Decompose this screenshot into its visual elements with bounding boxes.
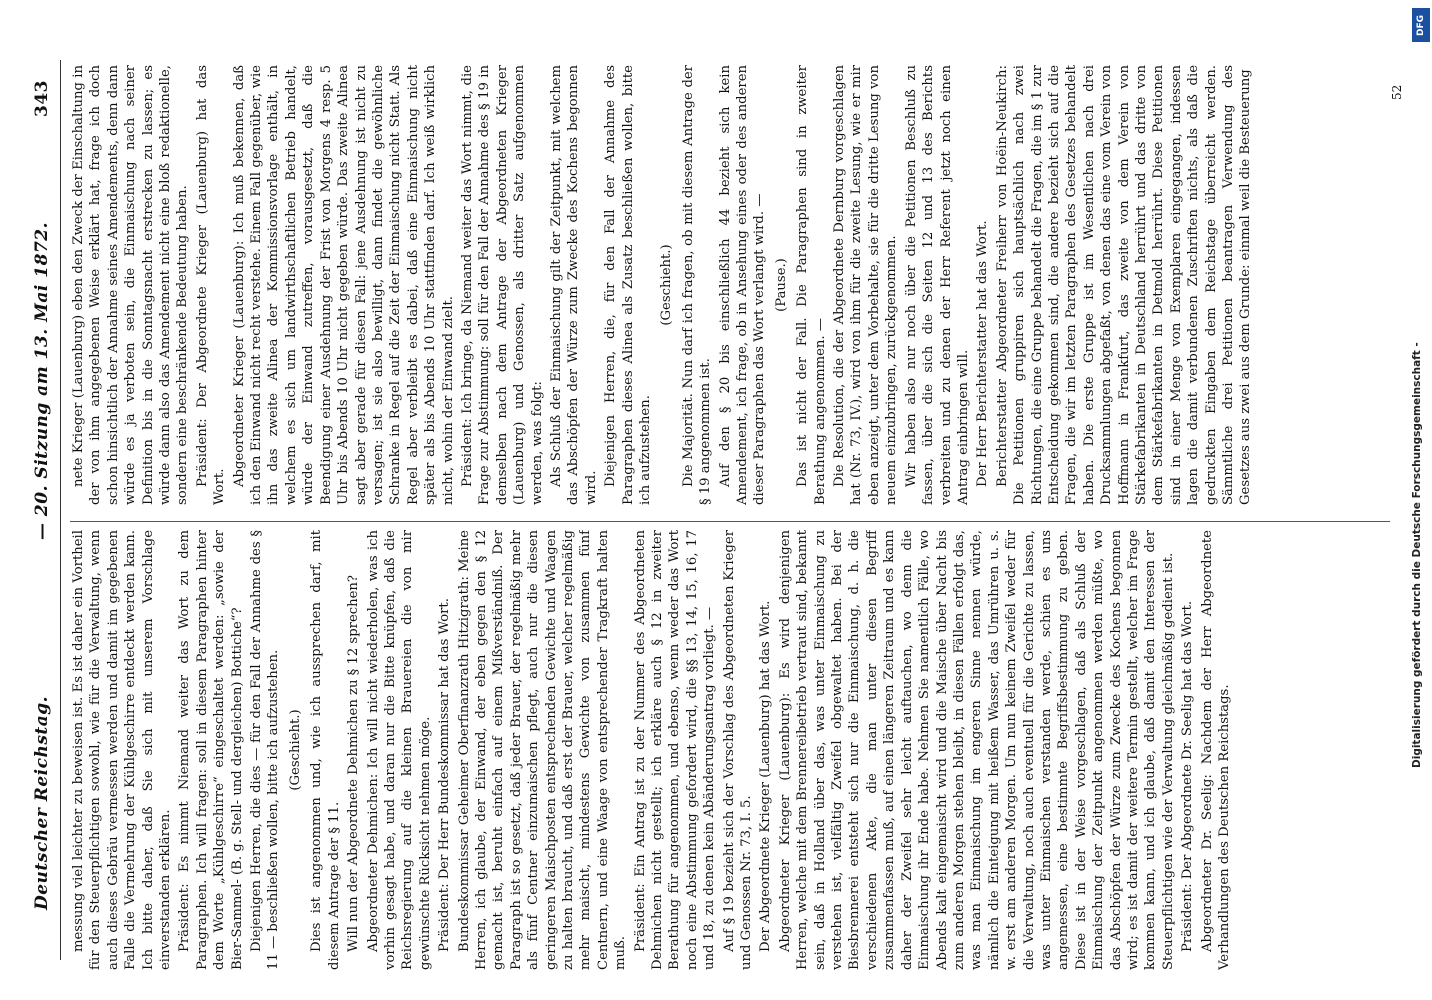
text-column-left [70, 530, 1390, 970]
paragraph: Bundeskommissar Geheimer Oberfinanzrath Hitzigrath: Meine Herren, ich glaube, der Einwand, der eben gegen den § 12 gemacht ist, beruht einfach auf einem Mißverständniß. Der Paragraph ist so gesetzt, daß jeder Brauer, der regelmäßig mehr als fünf Centner einzumaischen pflegt, auch nur die diesen geringeren Maischposten entsprechenden Gewichte und Waagen zu halten braucht, und daß erst der Brauer, welcher regelmäßig mehr maischt, mindestens Gewichte von zusammen fünf Centnern, und eine Waage von entsprechender Tragkraft halten muß. [456, 530, 629, 970]
paragraph: Abgeordneter Dehmichen: Ich will nicht wiederholen, was ich vorhin gesagt habe, und daran nur die Bitte knüpfen, daß die Reichsregierung auf die kleinen Brauereien die von mir gewünschte Rücksicht nehmen möge. [365, 530, 433, 970]
paragraph: Der Herr Berichterstatter hat das Wort. [975, 220, 991, 487]
text-column-right [70, 65, 1390, 505]
digitization-note: Digitalisierung gefördert durch die Deutsche Forschungsgemeinschaft - [1411, 342, 1423, 768]
paragraph: Auf § 19 bezieht sich der Vorschlag des Abgeordneten Krieger und Genossen Nr. 73, I. 5. [721, 530, 755, 970]
header-page-number: 343 [32, 80, 52, 117]
paragraph: Präsident: Der Herr Bundeskommissar hat das Wort. [437, 598, 453, 952]
paragraph: Wir haben also nur noch über die Petitionen Beschluß zu fassen, über die sich die Seiten 12 und 13 des Berichts verbreiten und zu denen der Herr Referent jetzt noch einen Antrag einbringen will. [903, 65, 971, 505]
paragraph: Präsident: Ich bringe, da Niemand weiter das Wort nimmt, die Frage zur Abstimmung: soll für den Fall der Annahme des § 19 in demselben nach dem Antrage der Abgeordneten Krieger (Lauenburg) und Genossen, als dritter Satz aufgenommen werden, was folgt: [459, 65, 545, 505]
paragraph: Dies ist angenommen und, wie ich aussprechen darf, mit diesem Antrage der § 11. [309, 530, 342, 970]
paragraph: nete Krieger (Lauenburg) eben den Zweck der Einschaltung in der von ihm angegebenen Weise erklärt hat, frage ich doch schon hinsichtlich der Annahme seines Amendements, denn dann würde es ja verboten sein, die Einmaischung nach seiner Definition bis in die Sonntagsnacht erstrecken zu lassen; es würde dann also das Amendement nicht eine bloß redaktionelle, sondern eine beschränkende Bedeutung haben. [71, 65, 191, 505]
header-publication: Deutscher Reichstag. [32, 695, 52, 910]
paragraph: Will nun der Abgeordnete Dehmichen zu § 12 sprechen? [346, 575, 362, 952]
paragraph: Präsident: Der Abgeordnete Krieger (Lauenburg) hat das Wort. [194, 65, 228, 505]
paragraph: messung viel leichter zu beweisen ist. Es ist daher ein Vortheil für den Steuerpflichtigen sowohl, wie für die Verwaltung, wenn auch dieses Gebräu vermessen werden und damit im gegebenen Falle die Vermehrung der Kühlgeschirre entdeckt werden kann. Ich bitte daher, daß Sie sich mit unserem Vorschlage einverstanden erklären. [71, 530, 174, 970]
paragraph: Abgeordneter Krieger (Lauenburg): Es wird denjenigen Herren, welche mit dem Brennereibetrieb vertraut sind, bekannt sein, daß in Holland über das, was unter Einmaischung zu verstehen ist, vielfältig Zweifel obgewaltet haben. Bei der Biesbrennerei entsteht sich nur die Einmaischung, d. h. die verschiedenen Akte, die man unter diesen Begriff zusammenfassen muß, auf einen längeren Zeitraum und es kann daher der Zweifel sehr leicht auftauchen, wo denn die Einmaischung ihr Ende habe. Nehmen Sie namentlich Fälle, wo Abends kalt eingemaischt wird und die Maische über Nacht bis zum anderen Morgen stehen bleibt, in diesen Fällen erfolgt das, was man Einmaischung im engeren Sinne nennen würde, nämlich die Einteigung mit heißem Wasser, das Umrühren u. s. w. erst am anderen Morgen. Um nun keinem Zweifel weder für die Verwaltung, noch auch eventuell für die Gerichte zu lassen, was unter Einmaischen verstanden werde, schien es uns angemessen, eine bestimmte Begriffsbestimmung zu geben. Diese ist in der Weise vorgeschlagen, daß als Schluß der Einmaischung der Zeitpunkt angenommen werden müßte, wo das Abschöpfen der Würze zum Zwecke des Kochens begonnen wird; es ist damit der weitere Termin gestellt, welcher im Frage kommen kann, und ich glaube, daß damit den Interessen der Steuerpflichtigen wie der Verwaltung gleichmäßig gedient ist. [777, 530, 1176, 970]
paragraph: Diejenigen Herren, die, für den Fall der Annahme des Paragraphen dieses Alinea als Zusatz beschließen wollen, bitte ich aufzustehen. [603, 65, 653, 505]
paragraph: Die Majorität. Nun darf ich fragen, ob mit diesem Antrage der § 19 angenommen ist. [680, 65, 714, 505]
paragraph: Diejenigen Herren, die dies — für den Fall der Annahme des § 11 — beschließen wollen, bitte ich aufzustehen. [249, 530, 282, 970]
paragraph: Berichterstatter Abgeordneter Freiherr von Hoëin-Neukirch: Die Petitionen gruppiren sich hauptsächlich nach zwei Richtungen, die eine Gruppe behandelt die Fragen, die im § 1 zur Entscheidung gekommen sind, die andere bezieht sich auf die Fragen, die wir im letzten Paragraphen des Gesetzes behandelt haben. Die erste Gruppe ist im Wesentlichen nach drei Drucksammlungen abgefaßt, von denen das eine vom Verein von Hoffmann in Frankfurt, das zweite von dem Verein von Stärkefabrikanten in Deutschland herrührt und das dritte von dem Stärkefabrikanten in Detmold herrührt. Diese Petitionen sind in einer Menge von Exemplaren eingegangen, indessen lagen die damit verbundenen Zuschriften nichts, als daß die gedruckten Eingaben dem Reichstage überreicht werden. Sämmtliche drei Petitionen beantragen Verwendung des Gesetzes aus zwei aus dem Grunde: einmal weil die Besteuerung [994, 65, 1254, 505]
paragraph: Präsident: Es nimmt Niemand weiter das Wort zu dem Paragraphen. Ich will fragen: soll in diesem Paragraphen hinter dem Worte „Kühlgeschirre“ eingeschaltet werden: „sowie der Bier-Sammel- (B. g. Stell- und dergleichen) Bottiche“? [177, 530, 245, 970]
paragraph: Als Schluß der Einmaischung gilt der Zeitpunkt, mit welchem das Abschöpfen der Würze zum Zwecke des Kochens begonnen wird. [548, 65, 599, 505]
column-divider [70, 521, 1390, 522]
paragraph: (Pause.) [773, 258, 789, 312]
paragraph: Die Resolution, die der Abgeordnete Dernburg vorgeschlagen hat (Nr. 73, IV.), wird von ihm für die zweite Lesung, wie er mir eben anzeigt, unter dem Vorbehalte, sie für die dritte Lesung von neuem einzubringen, zurückgenommen. [832, 65, 900, 505]
paragraph: (Geschieht.) [287, 709, 303, 791]
paragraph: Abgeordneter Dr. Seelig: Nachdem der Herr Abgeordnete Verhandlungen des Deutschen Reichstags. [1199, 530, 1232, 970]
paragraph: (Geschieht.) [659, 244, 675, 326]
dfg-logo: DFG [1412, 8, 1430, 42]
paragraph: Das ist nicht der Fall. Die Paragraphen sind in zweiter Berathung angenommen. — [795, 65, 828, 505]
paragraph: Der Abgeordnete Krieger (Lauenburg) hat das Wort. [758, 600, 774, 952]
signature-mark: 52 [1390, 84, 1404, 100]
paragraph: Präsident: Der Abgeordnete Dr. Seelig hat das Wort. [1180, 600, 1196, 952]
page-header [28, 80, 58, 910]
header-session: — 20. Sitzung am 13. Mai 1872. [32, 221, 52, 540]
paragraph: Abgeordneter Krieger (Lauenburg): Ich muß bekennen, daß ich den Einwand nicht recht verstehe. Einem Fall gegenüber, wie ihn das zweite Alinea der Kommissionsvorlage enthält, in welchem es sich um landwirthschaftlichen Betrieb handelt, würde der Einwand zutreffen, vorausgesetzt, daß die Beendigung einer Ausdehnung der Frist von Morgens 4 resp. 5 Uhr bis Abends 10 Uhr nicht gegeben würde. Das zweite Alinea sagt aber gerade für diesen Fall: jene Ausdehnung ist nicht zu versagen; ist sie also bewilligt, dann findet die gewöhnliche Schranke in Regel auf die Zeit der Einmaischung nicht Statt. Als Regel aber verbleibt es dabei, daß eine Einmaischung nicht später als bis Abends 10 Uhr stattfinden darf. Ich weiß wirklich nicht, wohin der Einwand zielt. [231, 65, 456, 505]
paragraph: Präsident: Ein Antrag ist zu der Nummer des Abgeordneten Dehmichen nicht gestellt; ich erkläre auch § 12 in zweiter Berathung für angenommen, und ebenso, wenn weder das Wort noch eine Abstimmung gefordert wird, die §§ 13, 14, 15, 16, 17 und 18, zu denen kein Abänderungsantrag vorliegt. — [632, 530, 718, 970]
header-rule [60, 60, 61, 960]
paragraph: Auf den § 20 bis einschließlich 44 bezieht sich kein Amendement, ich frage, ob in Ansehung eines oder des anderen dieser Paragraphen das Wort verlangt wird. — [717, 65, 768, 505]
